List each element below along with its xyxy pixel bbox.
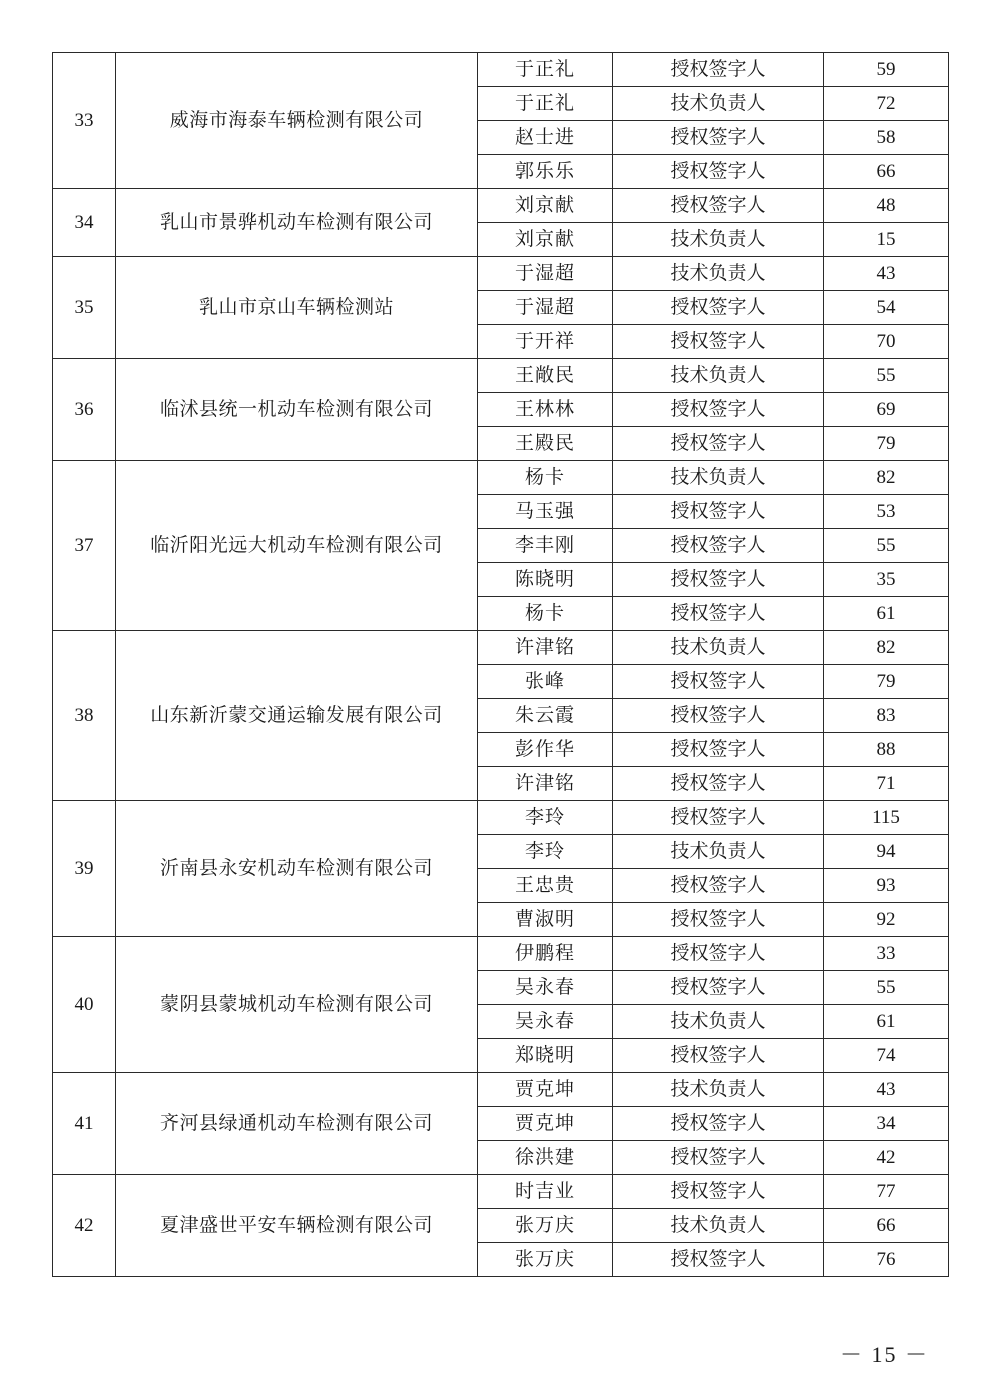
- person-role: 授权签字人: [613, 937, 824, 971]
- score-value: 92: [824, 903, 949, 937]
- company-name: 蒙阴县蒙城机动车检测有限公司: [116, 937, 478, 1073]
- score-value: 70: [824, 325, 949, 359]
- score-value: 55: [824, 359, 949, 393]
- company-name: 乳山市景骅机动车检测有限公司: [116, 189, 478, 257]
- score-value: 115: [824, 801, 949, 835]
- record-number: 42: [53, 1175, 116, 1277]
- person-role: 授权签字人: [613, 121, 824, 155]
- score-value: 76: [824, 1243, 949, 1277]
- record-number: 41: [53, 1073, 116, 1175]
- person-role: 授权签字人: [613, 189, 824, 223]
- person-name: 郑晓明: [478, 1039, 613, 1073]
- score-value: 77: [824, 1175, 949, 1209]
- person-role: 授权签字人: [613, 495, 824, 529]
- person-role: 授权签字人: [613, 1175, 824, 1209]
- table-row: [53, 461, 949, 495]
- person-name: 于湿超: [478, 291, 613, 325]
- person-name: 曹淑明: [478, 903, 613, 937]
- person-name: 杨卡: [478, 597, 613, 631]
- person-role: 授权签字人: [613, 869, 824, 903]
- score-value: 55: [824, 529, 949, 563]
- score-value: 72: [824, 87, 949, 121]
- person-name: 陈晓明: [478, 563, 613, 597]
- person-name: 伊鹏程: [478, 937, 613, 971]
- person-role: 技术负责人: [613, 1005, 824, 1039]
- roster-table: [52, 52, 949, 1277]
- table-row: [53, 1073, 949, 1107]
- record-number: 33: [53, 53, 116, 189]
- person-name: 吴永春: [478, 1005, 613, 1039]
- company-name: 山东新沂蒙交通运输发展有限公司: [116, 631, 478, 801]
- roster-body: [53, 53, 949, 1277]
- person-role: 授权签字人: [613, 801, 824, 835]
- person-role: 授权签字人: [613, 597, 824, 631]
- company-name: 临沭县统一机动车检测有限公司: [116, 359, 478, 461]
- score-value: 83: [824, 699, 949, 733]
- person-name: 李玲: [478, 835, 613, 869]
- person-name: 张万庆: [478, 1209, 613, 1243]
- person-name: 刘京献: [478, 223, 613, 257]
- record-number: 40: [53, 937, 116, 1073]
- record-number: 35: [53, 257, 116, 359]
- record-number: 37: [53, 461, 116, 631]
- person-role: 授权签字人: [613, 53, 824, 87]
- record-number: 34: [53, 189, 116, 257]
- person-name: 于正礼: [478, 53, 613, 87]
- record-number: 39: [53, 801, 116, 937]
- person-name: 赵士进: [478, 121, 613, 155]
- person-role: 授权签字人: [613, 291, 824, 325]
- table-row: [53, 257, 949, 291]
- person-name: 王忠贵: [478, 869, 613, 903]
- person-role: 授权签字人: [613, 529, 824, 563]
- table-row: [53, 1175, 949, 1209]
- person-name: 吴永春: [478, 971, 613, 1005]
- person-name: 许津铭: [478, 767, 613, 801]
- score-value: 69: [824, 393, 949, 427]
- score-value: 66: [824, 155, 949, 189]
- person-name: 王林林: [478, 393, 613, 427]
- person-name: 郭乐乐: [478, 155, 613, 189]
- table-row: [53, 937, 949, 971]
- person-name: 于开祥: [478, 325, 613, 359]
- person-role: 授权签字人: [613, 767, 824, 801]
- person-role: 技术负责人: [613, 461, 824, 495]
- score-value: 35: [824, 563, 949, 597]
- score-value: 55: [824, 971, 949, 1005]
- person-role: 技术负责人: [613, 223, 824, 257]
- person-role: 授权签字人: [613, 563, 824, 597]
- score-value: 79: [824, 665, 949, 699]
- score-value: 93: [824, 869, 949, 903]
- score-value: 66: [824, 1209, 949, 1243]
- person-name: 于湿超: [478, 257, 613, 291]
- score-value: 43: [824, 1073, 949, 1107]
- person-name: 于正礼: [478, 87, 613, 121]
- score-value: 34: [824, 1107, 949, 1141]
- company-name: 沂南县永安机动车检测有限公司: [116, 801, 478, 937]
- person-role: 授权签字人: [613, 1141, 824, 1175]
- person-role: 技术负责人: [613, 835, 824, 869]
- company-name: 夏津盛世平安车辆检测有限公司: [116, 1175, 478, 1277]
- score-value: 82: [824, 461, 949, 495]
- person-name: 马玉强: [478, 495, 613, 529]
- company-name: 临沂阳光远大机动车检测有限公司: [116, 461, 478, 631]
- person-role: 授权签字人: [613, 155, 824, 189]
- record-number: 38: [53, 631, 116, 801]
- person-name: 李玲: [478, 801, 613, 835]
- score-value: 94: [824, 835, 949, 869]
- person-name: 王敞民: [478, 359, 613, 393]
- person-role: 授权签字人: [613, 393, 824, 427]
- company-name: 齐河县绿通机动车检测有限公司: [116, 1073, 478, 1175]
- person-name: 刘京献: [478, 189, 613, 223]
- person-name: 许津铭: [478, 631, 613, 665]
- person-name: 时吉业: [478, 1175, 613, 1209]
- person-name: 张峰: [478, 665, 613, 699]
- record-number: 36: [53, 359, 116, 461]
- score-value: 74: [824, 1039, 949, 1073]
- table-row: [53, 53, 949, 87]
- company-name: 威海市海泰车辆检测有限公司: [116, 53, 478, 189]
- score-value: 15: [824, 223, 949, 257]
- score-value: 59: [824, 53, 949, 87]
- person-name: 王殿民: [478, 427, 613, 461]
- person-name: 杨卡: [478, 461, 613, 495]
- score-value: 43: [824, 257, 949, 291]
- score-value: 42: [824, 1141, 949, 1175]
- person-role: 授权签字人: [613, 971, 824, 1005]
- score-value: 61: [824, 1005, 949, 1039]
- person-role: 技术负责人: [613, 1209, 824, 1243]
- person-name: 张万庆: [478, 1243, 613, 1277]
- score-value: 58: [824, 121, 949, 155]
- person-role: 授权签字人: [613, 1243, 824, 1277]
- score-value: 33: [824, 937, 949, 971]
- person-name: 贾克坤: [478, 1073, 613, 1107]
- score-value: 61: [824, 597, 949, 631]
- person-role: 授权签字人: [613, 903, 824, 937]
- score-value: 79: [824, 427, 949, 461]
- person-role: 技术负责人: [613, 359, 824, 393]
- person-role: 技术负责人: [613, 1073, 824, 1107]
- table-row: [53, 189, 949, 223]
- roster-sheet: [52, 52, 949, 1277]
- person-role: 技术负责人: [613, 631, 824, 665]
- score-value: 53: [824, 495, 949, 529]
- person-role: 授权签字人: [613, 325, 824, 359]
- table-row: [53, 359, 949, 393]
- person-role: 授权签字人: [613, 699, 824, 733]
- score-value: 48: [824, 189, 949, 223]
- person-name: 彭作华: [478, 733, 613, 767]
- person-role: 授权签字人: [613, 665, 824, 699]
- company-name: 乳山市京山车辆检测站: [116, 257, 478, 359]
- score-value: 54: [824, 291, 949, 325]
- table-row: [53, 801, 949, 835]
- person-role: 授权签字人: [613, 427, 824, 461]
- person-name: 贾克坤: [478, 1107, 613, 1141]
- person-role: 授权签字人: [613, 1039, 824, 1073]
- person-role: 技术负责人: [613, 87, 824, 121]
- page-number: － 15 －: [840, 1342, 930, 1367]
- table-row: [53, 631, 949, 665]
- person-name: 徐洪建: [478, 1141, 613, 1175]
- score-value: 82: [824, 631, 949, 665]
- person-name: 朱云霞: [478, 699, 613, 733]
- person-role: 授权签字人: [613, 1107, 824, 1141]
- score-value: 71: [824, 767, 949, 801]
- person-role: 授权签字人: [613, 733, 824, 767]
- person-role: 技术负责人: [613, 257, 824, 291]
- person-name: 李丰刚: [478, 529, 613, 563]
- score-value: 88: [824, 733, 949, 767]
